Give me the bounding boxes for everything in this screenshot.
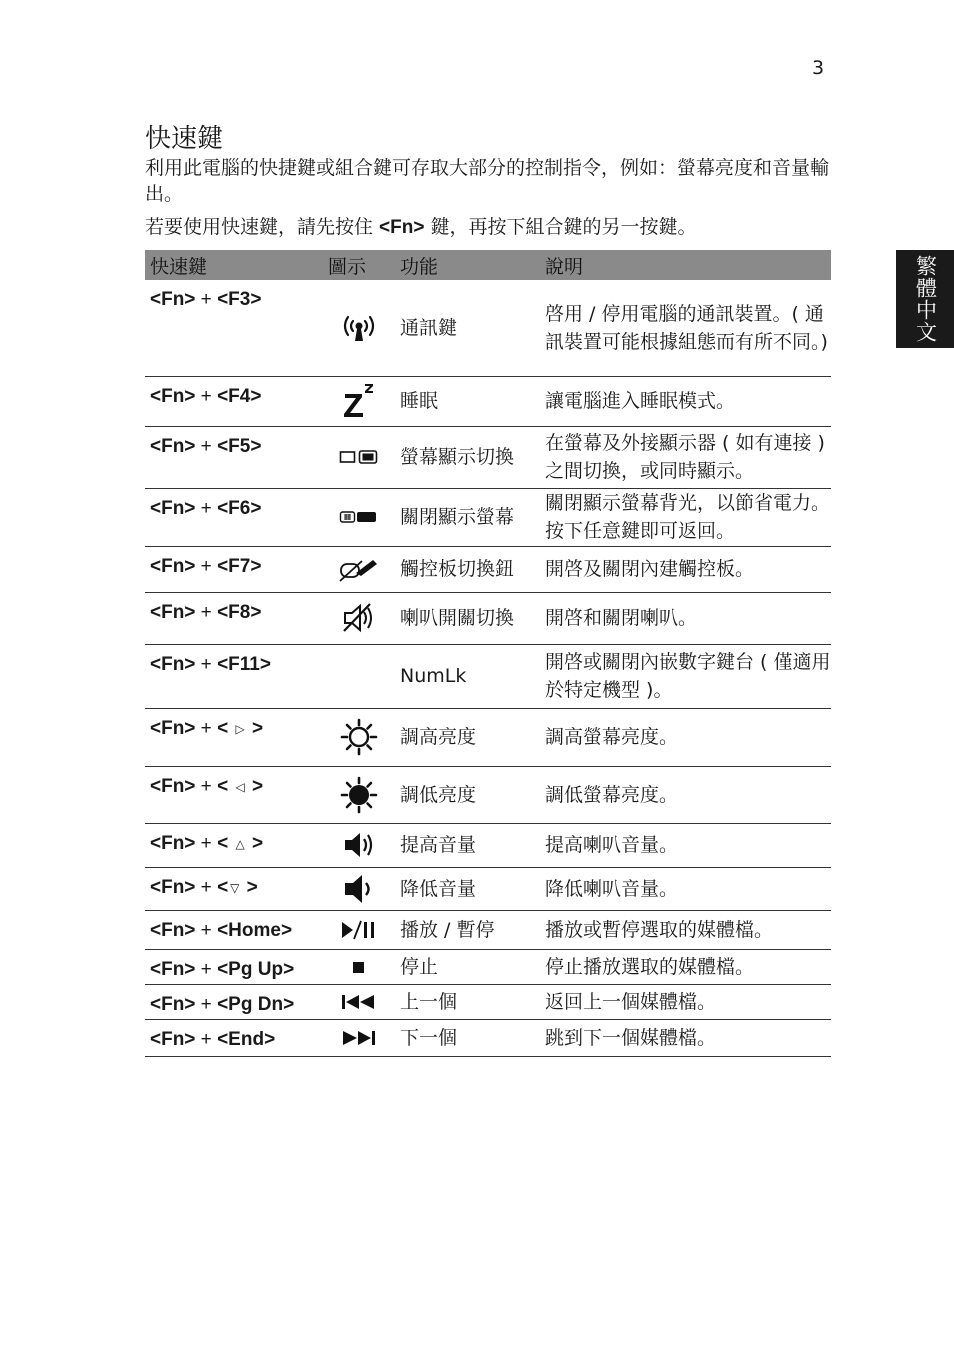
section-instruction: [145, 214, 835, 241]
fn-key: <Fn>: [150, 555, 196, 577]
plus-sign: +: [195, 775, 218, 797]
key-name: F7: [228, 555, 251, 577]
arrow-key-glyph: ◁: [235, 779, 245, 794]
icon-cell: [323, 766, 395, 823]
key-open-bracket: <: [217, 653, 229, 675]
icon-cell: [323, 708, 395, 766]
brightness-up-icon: [323, 718, 395, 756]
hotkey-cell: [145, 867, 323, 910]
key-close-bracket: >: [280, 919, 293, 941]
icon-cell: [323, 376, 395, 426]
table-row: [145, 644, 831, 708]
hotkey-cell: [145, 376, 323, 426]
function-cell: 通訊鍵: [395, 280, 540, 376]
key-name: F5: [228, 435, 251, 457]
function-cell: 調低亮度: [395, 766, 540, 823]
fn-key: <Fn>: [150, 993, 196, 1015]
table-row: [145, 867, 831, 910]
header-function: 功能: [395, 250, 540, 280]
hotkey-cell: [145, 592, 323, 644]
speaker-mute-icon: [323, 603, 395, 633]
fn-key: <Fn>: [150, 497, 196, 519]
table-row: [145, 949, 831, 984]
plus-sign: +: [195, 919, 218, 941]
header-hotkey: 快速鍵: [145, 250, 323, 280]
key-close-bracket: >: [283, 958, 295, 980]
table-row: [145, 1019, 831, 1056]
fn-key: <Fn>: [150, 919, 196, 941]
description-cell: 停止播放選取的媒體檔。: [540, 949, 831, 984]
plus-sign: +: [195, 435, 218, 457]
hotkey-cell: [145, 488, 323, 546]
key-close-bracket: >: [246, 717, 264, 739]
table-row: [145, 488, 831, 546]
hotkey-cell: [145, 708, 323, 766]
plus-sign: +: [195, 1028, 218, 1050]
key-close-bracket: >: [259, 653, 271, 675]
hotkey-cell: [145, 644, 323, 708]
hotkey-cell: [145, 1019, 323, 1056]
arrow-key-glyph: △: [235, 836, 245, 851]
fn-key: <Fn>: [150, 385, 196, 407]
hotkey-table: [145, 250, 831, 1057]
description-cell: 開啓和關閉喇叭。: [540, 592, 831, 644]
key-name: F6: [228, 497, 251, 519]
language-side-tab: [896, 250, 954, 348]
volume-down-icon: [323, 872, 395, 906]
display-off-icon: [323, 509, 395, 525]
sleep-zz-icon: [323, 382, 395, 420]
plus-sign: +: [195, 653, 218, 675]
page-number: 3: [812, 57, 825, 79]
section-title: 快速鍵: [145, 124, 224, 154]
icon-cell: [323, 867, 395, 910]
table-row: [145, 426, 831, 488]
key-name: F8: [228, 601, 251, 623]
description-cell: 讓電腦進入睡眠模式。: [540, 376, 831, 426]
plus-sign: +: [195, 289, 218, 310]
hotkey-table-body: [145, 280, 831, 1056]
next-track-icon: [323, 1029, 395, 1047]
description-cell: 播放或暫停選取的媒體檔。: [540, 910, 831, 949]
instruction-text-after: 鍵，再按下組合鍵的另一按鍵。: [424, 216, 697, 238]
function-cell: 降低音量: [395, 867, 540, 910]
icon-cell: [323, 546, 395, 592]
wireless-communication-icon: [323, 313, 395, 343]
fn-key: <Fn>: [150, 775, 196, 797]
key-open-bracket: <: [217, 958, 229, 980]
key-open-bracket: <: [217, 1028, 229, 1050]
key-name: F3: [228, 289, 251, 310]
description-cell: 開啓及關閉內建觸控板。: [540, 546, 831, 592]
play-pause-icon: [323, 919, 395, 941]
table-row: [145, 766, 831, 823]
icon-cell: [323, 949, 395, 984]
key-open-bracket: <: [217, 289, 229, 310]
description-cell: 調低螢幕亮度。: [540, 766, 831, 823]
description-cell: 提高喇叭音量。: [540, 823, 831, 867]
function-cell: NumLk: [395, 644, 540, 708]
function-cell: 調高亮度: [395, 708, 540, 766]
hotkey-cell: [145, 910, 323, 949]
key-close-bracket: >: [264, 1028, 276, 1050]
description-cell: 跳到下一個媒體檔。: [540, 1019, 831, 1056]
hotkey-cell: [145, 984, 323, 1019]
key-open-bracket: <: [217, 832, 234, 854]
table-header-row: [145, 250, 831, 280]
plus-sign: +: [195, 993, 218, 1015]
hotkey-cell: [145, 426, 323, 488]
function-cell: 睡眠: [395, 376, 540, 426]
plus-sign: +: [195, 958, 218, 980]
icon-cell: [323, 644, 395, 708]
icon-cell: [323, 426, 395, 488]
key-close-bracket: >: [283, 993, 295, 1015]
hotkey-cell: [145, 949, 323, 984]
language-tab-label: 繁體中文: [913, 255, 938, 343]
header-description: 說明: [540, 250, 831, 280]
key-open-bracket: <: [217, 775, 234, 797]
function-cell: 上一個: [395, 984, 540, 1019]
display-toggle-icon: [323, 449, 395, 465]
key-name: Home: [228, 919, 281, 941]
fn-key: <Fn>: [150, 717, 196, 739]
plus-sign: +: [195, 497, 218, 519]
plus-sign: +: [195, 832, 218, 854]
brightness-down-icon: [323, 776, 395, 814]
table-row: [145, 280, 831, 376]
key-close-bracket: >: [250, 435, 262, 457]
description-cell: 降低喇叭音量。: [540, 867, 831, 910]
function-cell: 提高音量: [395, 823, 540, 867]
instruction-fn-key: <Fn>: [379, 217, 425, 238]
key-close-bracket: >: [246, 832, 264, 854]
header-icon: 圖示: [323, 250, 395, 280]
key-close-bracket: >: [250, 555, 262, 577]
fn-key: <Fn>: [150, 876, 196, 898]
key-close-bracket: >: [250, 289, 262, 310]
description-cell: 返回上一個媒體檔。: [540, 984, 831, 1019]
description-cell: 啓用 / 停用電腦的通訊裝置。( 通訊裝置可能根據組態而有所不同。): [540, 280, 831, 376]
hotkey-cell: [145, 823, 323, 867]
key-open-bracket: <: [217, 993, 229, 1015]
fn-key: <Fn>: [150, 289, 196, 310]
key-name: End: [228, 1028, 265, 1050]
function-cell: 觸控板切換鈕: [395, 546, 540, 592]
table-row: [145, 823, 831, 867]
stop-icon: [323, 959, 395, 975]
icon-cell: [323, 280, 395, 376]
function-cell: 螢幕顯示切換: [395, 426, 540, 488]
key-open-bracket: <: [217, 555, 229, 577]
description-cell: 關閉顯示螢幕背光，以節省電力。按下任意鍵即可返回。: [540, 488, 831, 546]
table-row: [145, 592, 831, 644]
function-cell: 下一個: [395, 1019, 540, 1056]
key-open-bracket: <: [217, 435, 229, 457]
key-open-bracket: <: [217, 601, 229, 623]
fn-key: <Fn>: [150, 958, 196, 980]
volume-up-icon: [323, 830, 395, 860]
key-close-bracket: >: [241, 876, 258, 898]
key-open-bracket: <: [217, 497, 229, 519]
key-open-bracket: <: [217, 876, 229, 898]
description-cell: 調高螢幕亮度。: [540, 708, 831, 766]
table-row: [145, 984, 831, 1019]
key-name: Pg Dn: [228, 993, 284, 1015]
key-name: Pg Up: [228, 958, 284, 980]
function-cell: 停止: [395, 949, 540, 984]
fn-key: <Fn>: [150, 435, 196, 457]
description-cell: 在螢幕及外接顯示器 ( 如有連接 ) 之間切換，或同時顯示。: [540, 426, 831, 488]
key-open-bracket: <: [217, 385, 229, 407]
key-open-bracket: <: [217, 919, 229, 941]
plus-sign: +: [195, 601, 218, 623]
function-cell: 關閉顯示螢幕: [395, 488, 540, 546]
key-close-bracket: >: [250, 601, 262, 623]
table-row: [145, 708, 831, 766]
icon-cell: [323, 592, 395, 644]
key-close-bracket: >: [246, 775, 264, 797]
icon-cell: [323, 488, 395, 546]
icon-cell: [323, 984, 395, 1019]
plus-sign: +: [195, 717, 218, 739]
hotkey-cell: [145, 766, 323, 823]
key-open-bracket: <: [217, 717, 234, 739]
instruction-text-before: 若要使用快速鍵，請先按住: [145, 216, 380, 238]
key-name: F11: [228, 653, 260, 675]
table-row: [145, 376, 831, 426]
table-row: [145, 546, 831, 592]
icon-cell: [323, 1019, 395, 1056]
icon-cell: [323, 910, 395, 949]
touchpad-toggle-icon: [323, 556, 395, 582]
plus-sign: +: [195, 876, 218, 898]
key-close-bracket: >: [250, 385, 262, 407]
hotkey-cell: [145, 546, 323, 592]
arrow-key-glyph: ▽: [230, 880, 240, 895]
plus-sign: +: [195, 555, 218, 577]
arrow-key-glyph: ▷: [235, 721, 245, 736]
fn-key: <Fn>: [150, 601, 196, 623]
section-intro: 利用此電腦的快捷鍵或組合鍵可存取大部分的控制指令，例如：螢幕亮度和音量輸出。: [145, 157, 830, 205]
key-name: F4: [228, 385, 251, 407]
fn-key: <Fn>: [150, 1028, 196, 1050]
key-close-bracket: >: [250, 497, 262, 519]
icon-cell: [323, 823, 395, 867]
table-row: [145, 910, 831, 949]
function-cell: 喇叭開關切換: [395, 592, 540, 644]
fn-key: <Fn>: [150, 653, 196, 675]
previous-track-icon: [323, 993, 395, 1011]
plus-sign: +: [195, 385, 218, 407]
description-cell: 開啓或關閉內嵌數字鍵台 ( 僅適用於特定機型 )。: [540, 644, 831, 708]
function-cell: 播放 / 暫停: [395, 910, 540, 949]
fn-key: <Fn>: [150, 832, 196, 854]
hotkey-cell: [145, 280, 323, 376]
